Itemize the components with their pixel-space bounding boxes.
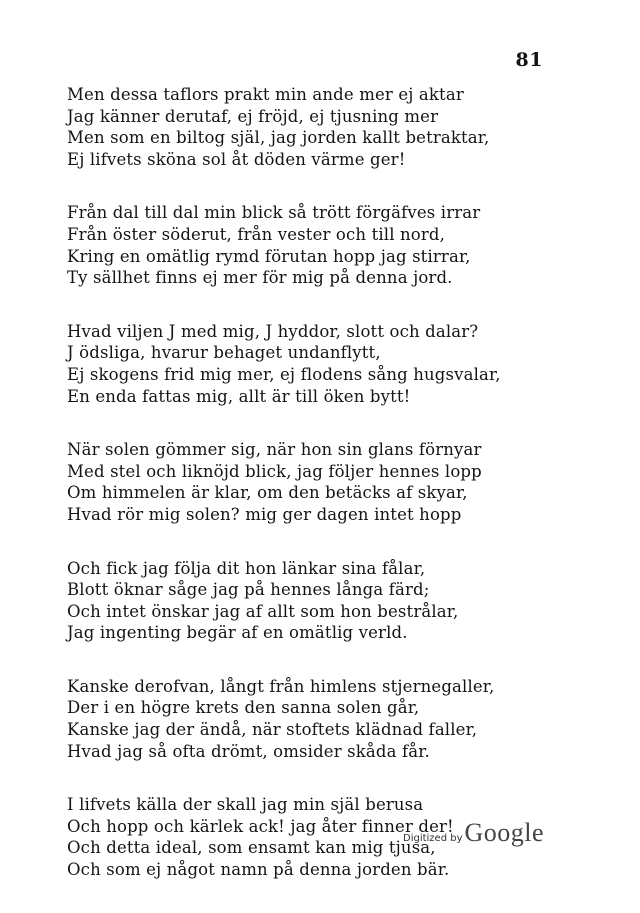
poem-line: Från öster söderut, från vester och till nord, (67, 224, 446, 244)
poem-line: Och intet önskar jag af allt som hon bestrålar, (67, 601, 459, 621)
stanza-3 (67, 321, 507, 407)
poem-line: Kanske jag der ändå, när stoftets klädnad faller, (67, 720, 478, 740)
google-logo: Google (464, 818, 545, 847)
poem-line: Kring en omätlig rymd förutan hopp jag stirrar, (67, 246, 471, 266)
poem-line: En enda fattas mig, allt är till öken bytt! (67, 386, 411, 406)
poem-line: Men dessa taflors prakt min ande mer ej aktar (67, 85, 464, 104)
poem-line: Ej skogens frid mig mer, ej flodens sång hugsvalar, (67, 364, 501, 384)
poem-line: Från dal till dal min blick så trött förgäfves irrar (67, 203, 481, 223)
stanza-6 (67, 676, 507, 762)
poem-line: Och hopp och kärlek ack! jag åter finner der! (67, 816, 454, 836)
stanza-2 (67, 202, 507, 288)
poem-line: Men som en biltog själ, jag jorden kallt betraktar, (67, 128, 490, 148)
poem-line: Med stel och liknöjd blick, jag följer hennes lopp (67, 461, 482, 481)
poem-line: Kanske derofvan, långt från himlens stjernegaller, (67, 676, 495, 696)
poem-line: Ej lifvets sköna sol åt döden värme ger! (67, 149, 406, 169)
poem-line: Jag ingenting begär af en omätlig verld. (67, 623, 408, 643)
stanza-5 (67, 558, 507, 644)
poem-line: Och fick jag följa dit hon länkar sina fålar, (67, 558, 426, 578)
poem-line: Hvad viljen J med mig, J hyddor, slott och dalar? (67, 321, 479, 341)
poem-line: Och som ej något namn på denna jorden bär. (67, 860, 450, 880)
poem-line: Hvad rör mig solen? mig ger dagen intet hopp (67, 504, 462, 524)
poem-line: Jag känner derutaf, ej fröjd, ej tjusning mer (67, 106, 439, 126)
poem-line: När solen gömmer sig, när hon sin glans förnyar (67, 440, 482, 460)
poem-line: I lifvets källa der skall jag min själ berusa (67, 795, 424, 815)
poem (67, 84, 507, 913)
stanza-1 (67, 84, 507, 170)
poem-line: Om himmelen är klar, om den betäcks af skyar, (67, 483, 468, 503)
poem-line: Och detta ideal, som ensamt kan mig tjusa, (67, 838, 436, 858)
poem-line: Hvad jag så ofta drömt, omsider skåda får. (67, 741, 430, 761)
poem-line: Ty sällhet finns ej mer för mig på denna jord. (67, 268, 453, 288)
poem-line: J ödsliga, hvarur behaget undanflytt, (67, 343, 381, 363)
stanza-4 (67, 439, 507, 525)
page-number: 81 (515, 49, 543, 71)
poem-line: Der i en högre krets den sanna solen går, (67, 698, 420, 718)
digitized-by-watermark (403, 818, 544, 848)
poem-line: Blott öknar såge jag på hennes långa färd; (67, 580, 430, 600)
digitized-by-label: Digitized by (403, 833, 463, 844)
